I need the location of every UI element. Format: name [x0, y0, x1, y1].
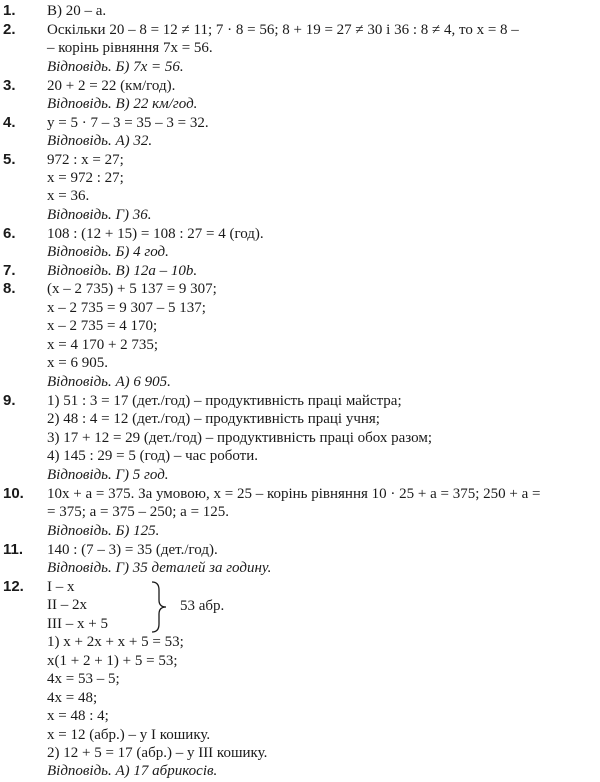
solution-line: Оскільки 20 – 8 = 12 ≠ 11; 7 · 8 = 56; 8 + 19 = 27 ≠ 30 і 36 : 8 ≠ 4, то x = 8 – [47, 22, 519, 38]
solution-line: x – 2 735 = 9 307 – 5 137; [47, 300, 206, 316]
solution-line: В) 20 – a. [47, 3, 107, 19]
item-number: 8. [3, 280, 16, 297]
solution-line: = 375; a = 375 – 250; a = 125. [47, 504, 230, 520]
solution-line: 140 : (7 – 3) = 35 (дет./год). [47, 542, 218, 558]
item-number: 3. [3, 77, 16, 94]
solution-line: 2) 12 + 5 = 17 (абр.) – у III кошику. [47, 745, 268, 761]
answer-line: Відповідь. Б) 7x = 56. [47, 59, 184, 75]
solution-line: 1) 51 : 3 = 17 (дет./год) – продуктивність праці майстра; [47, 393, 402, 409]
solution-line: 20 + 2 = 22 (км/год). [47, 78, 176, 94]
answer-line: Відповідь. В) 12a – 10b. [47, 263, 198, 279]
answer-line: Відповідь. А) 17 абрикосів. [47, 763, 218, 779]
answer-line: Відповідь. В) 22 км/год. [47, 96, 198, 112]
item-number: 7. [3, 262, 16, 279]
answer-line: Відповідь. Г) 35 деталей за годину. [47, 560, 272, 576]
solution-line: x = 48 : 4; [47, 708, 109, 724]
answer-line: Відповідь. Г) 5 год. [47, 467, 169, 483]
answer-line: Відповідь. А) 6 905. [47, 374, 171, 390]
answer-line: Відповідь. А) 32. [47, 133, 153, 149]
item-number: 9. [3, 392, 16, 409]
item-number: 11. [3, 541, 24, 558]
system-line: III – x + 5 [47, 616, 108, 632]
solution-line: 4x = 53 – 5; [47, 671, 120, 687]
solution-line: x = 6 905. [47, 355, 108, 371]
solution-line: x = 36. [47, 188, 90, 204]
item-number: 10. [3, 485, 24, 502]
solution-line: y = 5 · 7 – 3 = 35 – 3 = 32. [47, 115, 209, 131]
solution-line: x = 972 : 27; [47, 170, 124, 186]
system-total: 53 абр. [180, 598, 225, 614]
solution-line: x(1 + 2 + 1) + 5 = 53; [47, 653, 178, 669]
item-number: 2. [3, 21, 16, 38]
item-number: 4. [3, 114, 16, 131]
solution-line: 4) 145 : 29 = 5 (год) – час роботи. [47, 448, 258, 464]
solution-line: 3) 17 + 12 = 29 (дет./год) – продуктивність праці обох разом; [47, 430, 433, 446]
curly-brace-icon [150, 580, 170, 634]
answer-line: Відповідь. Г) 36. [47, 207, 152, 223]
solution-line: 4x = 48; [47, 690, 98, 706]
item-number: 5. [3, 151, 16, 168]
solution-line: 2) 48 : 4 = 12 (дет./год) – продуктивність праці учня; [47, 411, 380, 427]
solution-line: 108 : (12 + 15) = 108 : 27 = 4 (год). [47, 226, 264, 242]
solution-line: x = 12 (абр.) – у I кошику. [47, 727, 211, 743]
solution-line: 1) x + 2x + x + 5 = 53; [47, 634, 184, 650]
solution-line: (x – 2 735) + 5 137 = 9 307; [47, 281, 217, 297]
solution-line: x – 2 735 = 4 170; [47, 318, 158, 334]
solution-line: 972 : x = 27; [47, 152, 124, 168]
solution-line: – корінь рівняння 7x = 56. [47, 40, 213, 56]
item-number: 6. [3, 225, 16, 242]
system-line: I – x [47, 579, 75, 595]
item-number: 1. [3, 2, 16, 19]
system-line: II – 2x [47, 597, 87, 613]
solution-line: x = 4 170 + 2 735; [47, 337, 159, 353]
answer-line: Відповідь. Б) 125. [47, 523, 160, 539]
item-number: 12. [3, 578, 24, 595]
answer-line: Відповідь. Б) 4 год. [47, 244, 169, 260]
solution-line: 10x + a = 375. За умовою, x = 25 – корінь рівняння 10 · 25 + a = 375; 250 + a = [47, 486, 541, 502]
